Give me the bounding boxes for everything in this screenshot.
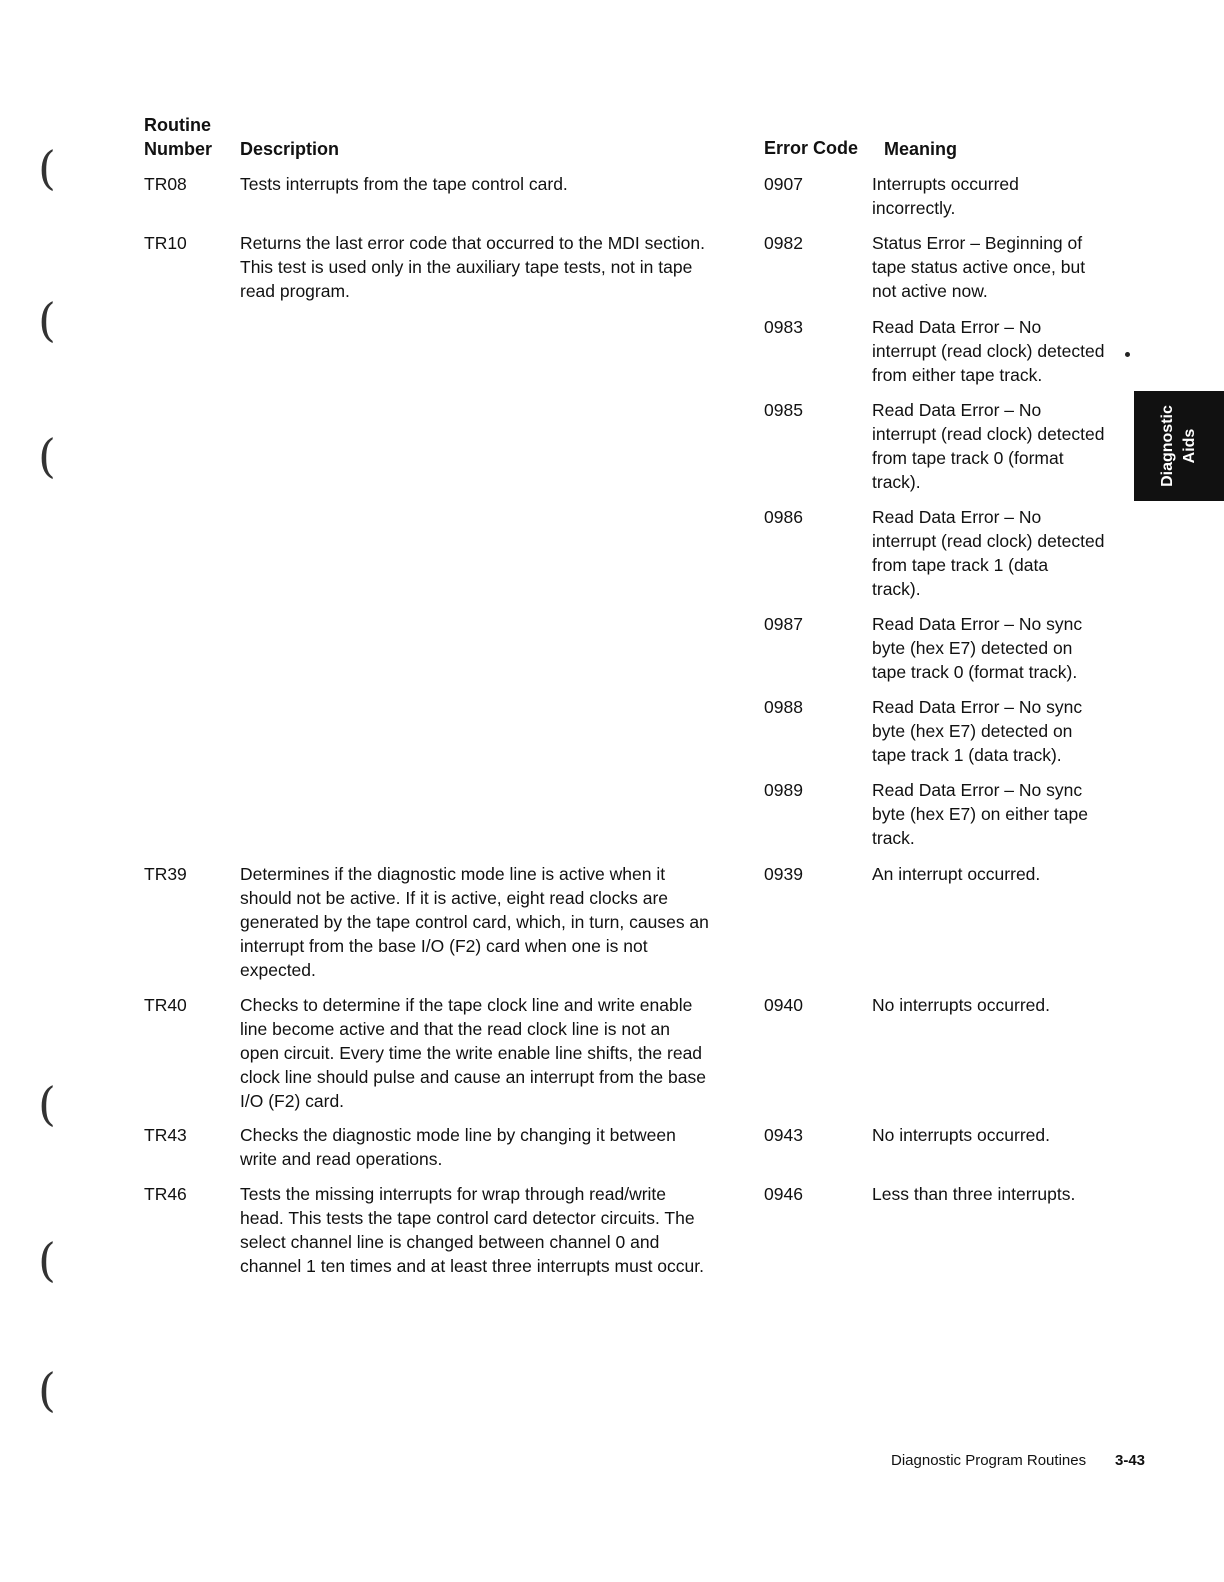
error-meaning: Status Error – Beginning of tape status active once, but not active now. [872, 233, 1086, 301]
routine-description: Checks the diagnostic mode line by changing it between write and read operations. [240, 1125, 676, 1169]
error-meaning: Read Data Error – No sync byte (hex E7) detected on tape track 0 (format track). [872, 614, 1083, 682]
routine-number: TR43 [144, 1125, 187, 1145]
error-meaning: Read Data Error – No interrupt (read clock) detected from tape track 0 (format track). [872, 400, 1105, 492]
header-routine-line1: Routine [144, 115, 211, 135]
routine-number: TR39 [144, 864, 187, 884]
error-meaning: No interrupts occurred. [872, 1125, 1050, 1145]
routine-description: Tests interrupts from the tape control card. [240, 174, 568, 194]
error-code: 0940 [764, 995, 803, 1015]
footer-page-number: 3-43 [1115, 1452, 1146, 1469]
error-meaning: Read Data Error – No sync byte (hex E7) detected on tape track 1 (data track). [872, 697, 1083, 765]
error-code: 0982 [764, 233, 803, 253]
error-code: 0985 [764, 400, 803, 420]
binder-hole-mark: ( [38, 429, 56, 483]
routine-description: Tests the missing interrupts for wrap through read/write head. This tests the tape control card detector circuits. The select channel line is changed between channel 0 and channel 1 ten times and at least three interrupts must occur. [240, 1184, 704, 1276]
error-code: 0939 [764, 864, 803, 884]
error-meaning: Read Data Error – No interrupt (read clock) detected from either tape track. [872, 317, 1105, 385]
binder-hole-mark: ( [38, 1077, 56, 1131]
routine-description: Returns the last error code that occurred to the MDI section. This test is used only in the auxiliary tape tests, not in tape read program. [240, 233, 705, 301]
binder-hole-mark: ( [38, 293, 56, 347]
error-meaning: An interrupt occurred. [872, 864, 1041, 884]
header-meaning: Meaning [884, 139, 958, 159]
binder-hole-mark: ( [38, 141, 56, 195]
error-meaning: No interrupts occurred. [872, 995, 1050, 1015]
error-meaning: Less than three interrupts. [872, 1184, 1076, 1204]
error-meaning: Read Data Error – No interrupt (read clock) detected from tape track 1 (data track). [872, 507, 1105, 599]
header-routine-line2: Number [144, 139, 213, 159]
routine-number: TR10 [144, 233, 187, 253]
error-code: 0943 [764, 1125, 803, 1145]
error-code: 0987 [764, 614, 803, 634]
section-tab-label: Diagnostic Aids [1159, 405, 1198, 487]
error-code: 0946 [764, 1184, 803, 1204]
header-description: Description [240, 139, 340, 159]
header-error-code: Error Code [764, 138, 859, 158]
binder-hole-mark: ( [38, 1233, 56, 1287]
print-speck [1125, 352, 1130, 357]
section-tab [1134, 391, 1224, 501]
routine-description: Determines if the diagnostic mode line is active when it should not be active. If it is active, eight read clocks are generated by the tape control card, which, in turn, causes an interrupt from the base I/O (F2) card when one is not expected. [240, 864, 709, 980]
error-code: 0989 [764, 780, 803, 800]
error-code: 0986 [764, 507, 803, 527]
routine-number: TR40 [144, 995, 187, 1015]
footer-section-title: Diagnostic Program Routines [891, 1452, 1087, 1469]
error-code: 0907 [764, 174, 803, 194]
error-code: 0988 [764, 697, 803, 717]
routine-number: TR08 [144, 174, 187, 194]
error-meaning: Read Data Error – No sync byte (hex E7) on either tape track. [872, 780, 1088, 848]
error-code: 0983 [764, 317, 803, 337]
error-meaning: Interrupts occurred incorrectly. [872, 174, 1019, 218]
binder-hole-mark: ( [38, 1363, 56, 1417]
routine-description: Checks to determine if the tape clock line and write enable line become active and that the read clock line is not an open circuit. Every time the write enable line shifts, the read clock line should pulse and cause an interrupt from the base I/O (F2) card. [240, 995, 706, 1111]
routine-number: TR46 [144, 1184, 187, 1204]
